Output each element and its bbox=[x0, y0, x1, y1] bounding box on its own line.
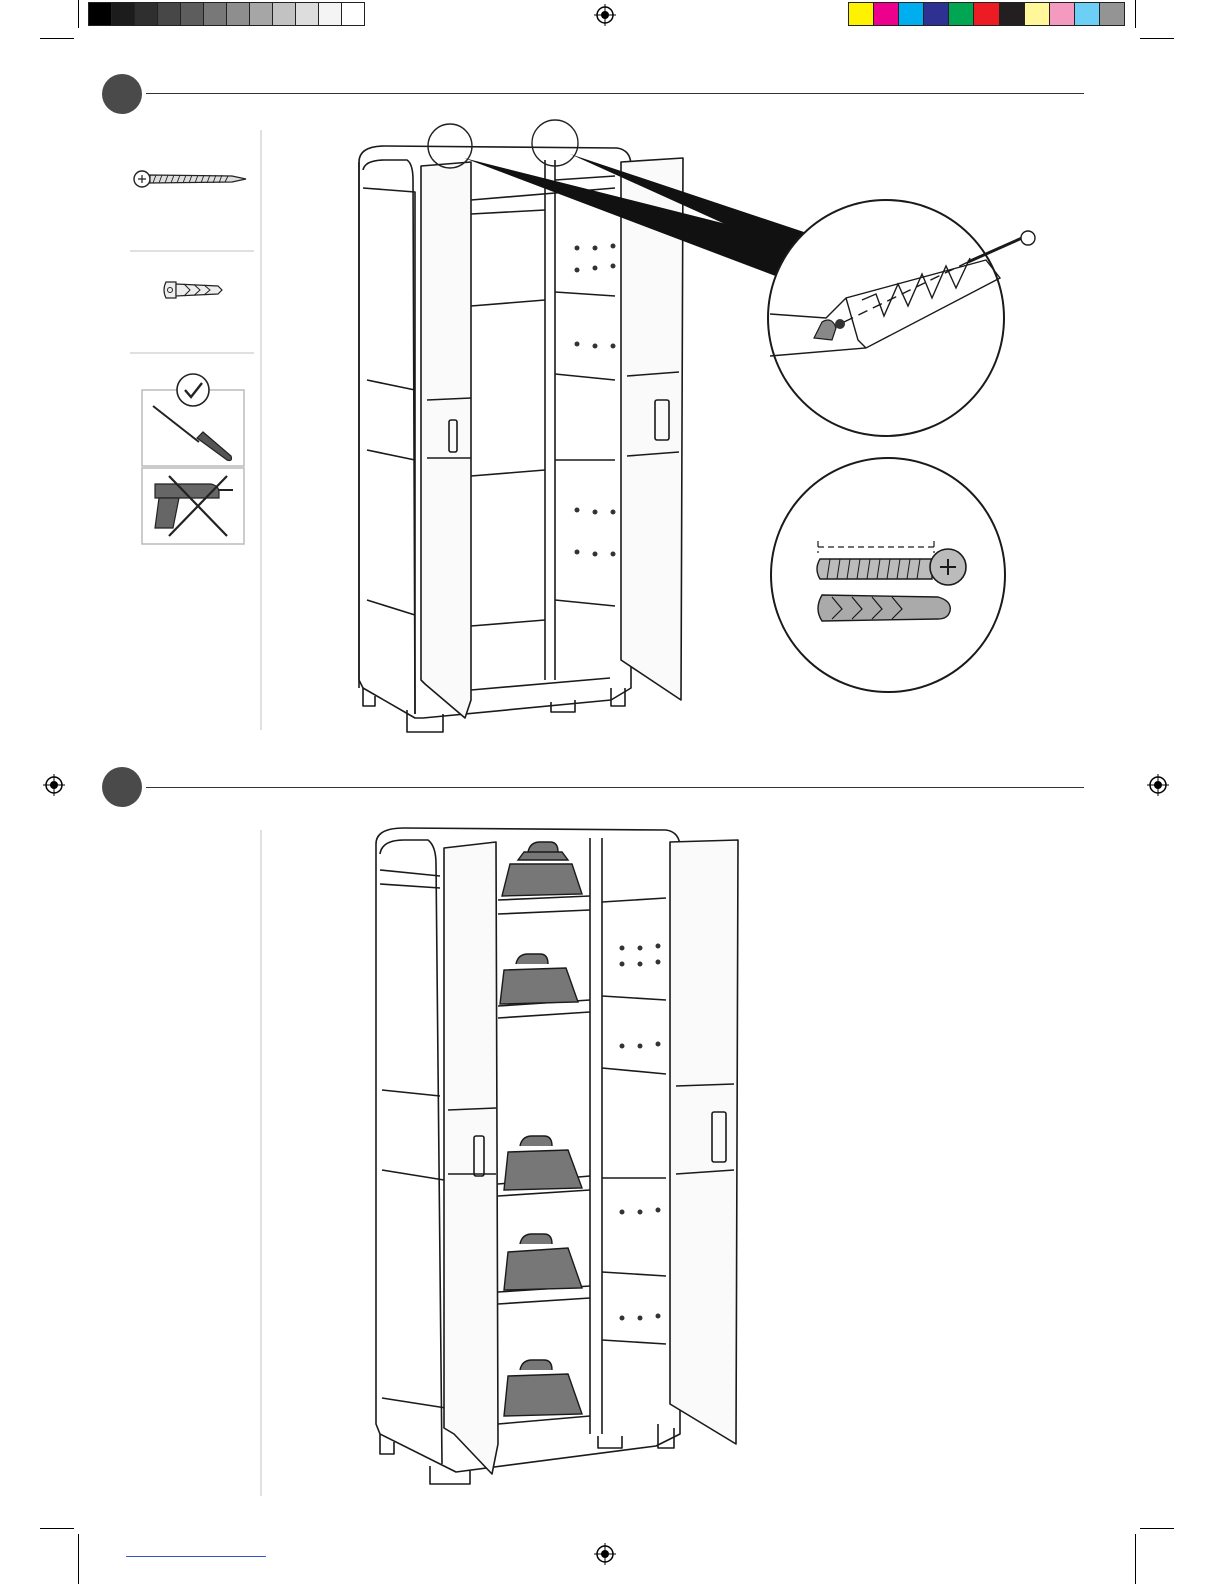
color-swatch bbox=[848, 2, 874, 26]
test-weight-icon bbox=[504, 1136, 582, 1190]
color-swatch bbox=[249, 2, 273, 26]
color-swatch bbox=[1099, 2, 1125, 26]
step-number-badge bbox=[102, 74, 142, 114]
crop-mark bbox=[1135, 1534, 1136, 1584]
color-swatch bbox=[923, 2, 949, 26]
tools-panel bbox=[141, 372, 245, 546]
process-color-bar bbox=[848, 0, 1124, 28]
crop-mark bbox=[1135, 0, 1136, 28]
color-swatch bbox=[973, 2, 999, 26]
registration-target-icon bbox=[594, 4, 616, 26]
color-swatch bbox=[999, 2, 1025, 26]
test-weight-icon bbox=[500, 954, 578, 1004]
grayscale-color-bar bbox=[88, 0, 364, 28]
crop-mark bbox=[1140, 1528, 1174, 1529]
color-swatch bbox=[1049, 2, 1075, 26]
parts-column-divider bbox=[260, 130, 262, 730]
crop-mark bbox=[78, 0, 79, 28]
color-swatch bbox=[111, 2, 135, 26]
crop-mark bbox=[78, 1534, 79, 1584]
test-weight-icon bbox=[502, 842, 582, 896]
color-swatch bbox=[226, 2, 250, 26]
color-swatch bbox=[1024, 2, 1050, 26]
color-swatch bbox=[898, 2, 924, 26]
detail-screw-plug-callout bbox=[768, 455, 1008, 695]
step-number-badge bbox=[102, 767, 142, 807]
color-swatch bbox=[88, 2, 112, 26]
color-swatch bbox=[873, 2, 899, 26]
test-weight-icon bbox=[504, 1234, 582, 1290]
wall-plug-part-icon bbox=[162, 276, 224, 304]
detail-screw-top-callout bbox=[766, 198, 1010, 438]
step-header-rule bbox=[146, 787, 1084, 788]
screw-part-icon bbox=[132, 168, 248, 190]
color-swatch bbox=[341, 2, 365, 26]
footer-link[interactable] bbox=[126, 1556, 266, 1557]
registration-target-icon bbox=[43, 774, 65, 796]
registration-target-icon bbox=[1147, 774, 1169, 796]
color-swatch bbox=[180, 2, 204, 26]
crop-mark bbox=[40, 38, 74, 39]
color-swatch bbox=[272, 2, 296, 26]
parts-separator bbox=[130, 250, 254, 252]
color-swatch bbox=[948, 2, 974, 26]
test-weight-icon bbox=[504, 1360, 582, 1416]
color-swatch bbox=[318, 2, 342, 26]
crop-mark bbox=[1140, 38, 1174, 39]
parts-separator bbox=[130, 352, 254, 354]
color-swatch bbox=[203, 2, 227, 26]
color-swatch bbox=[1074, 2, 1100, 26]
cabinet-load-test-illustration bbox=[370, 824, 745, 1489]
registration-target-icon bbox=[594, 1543, 616, 1565]
crop-mark bbox=[40, 1528, 74, 1529]
color-swatch bbox=[157, 2, 181, 26]
color-swatch bbox=[295, 2, 319, 26]
step-header-rule bbox=[146, 93, 1084, 94]
color-swatch bbox=[134, 2, 158, 26]
parts-column-divider bbox=[260, 830, 262, 1496]
